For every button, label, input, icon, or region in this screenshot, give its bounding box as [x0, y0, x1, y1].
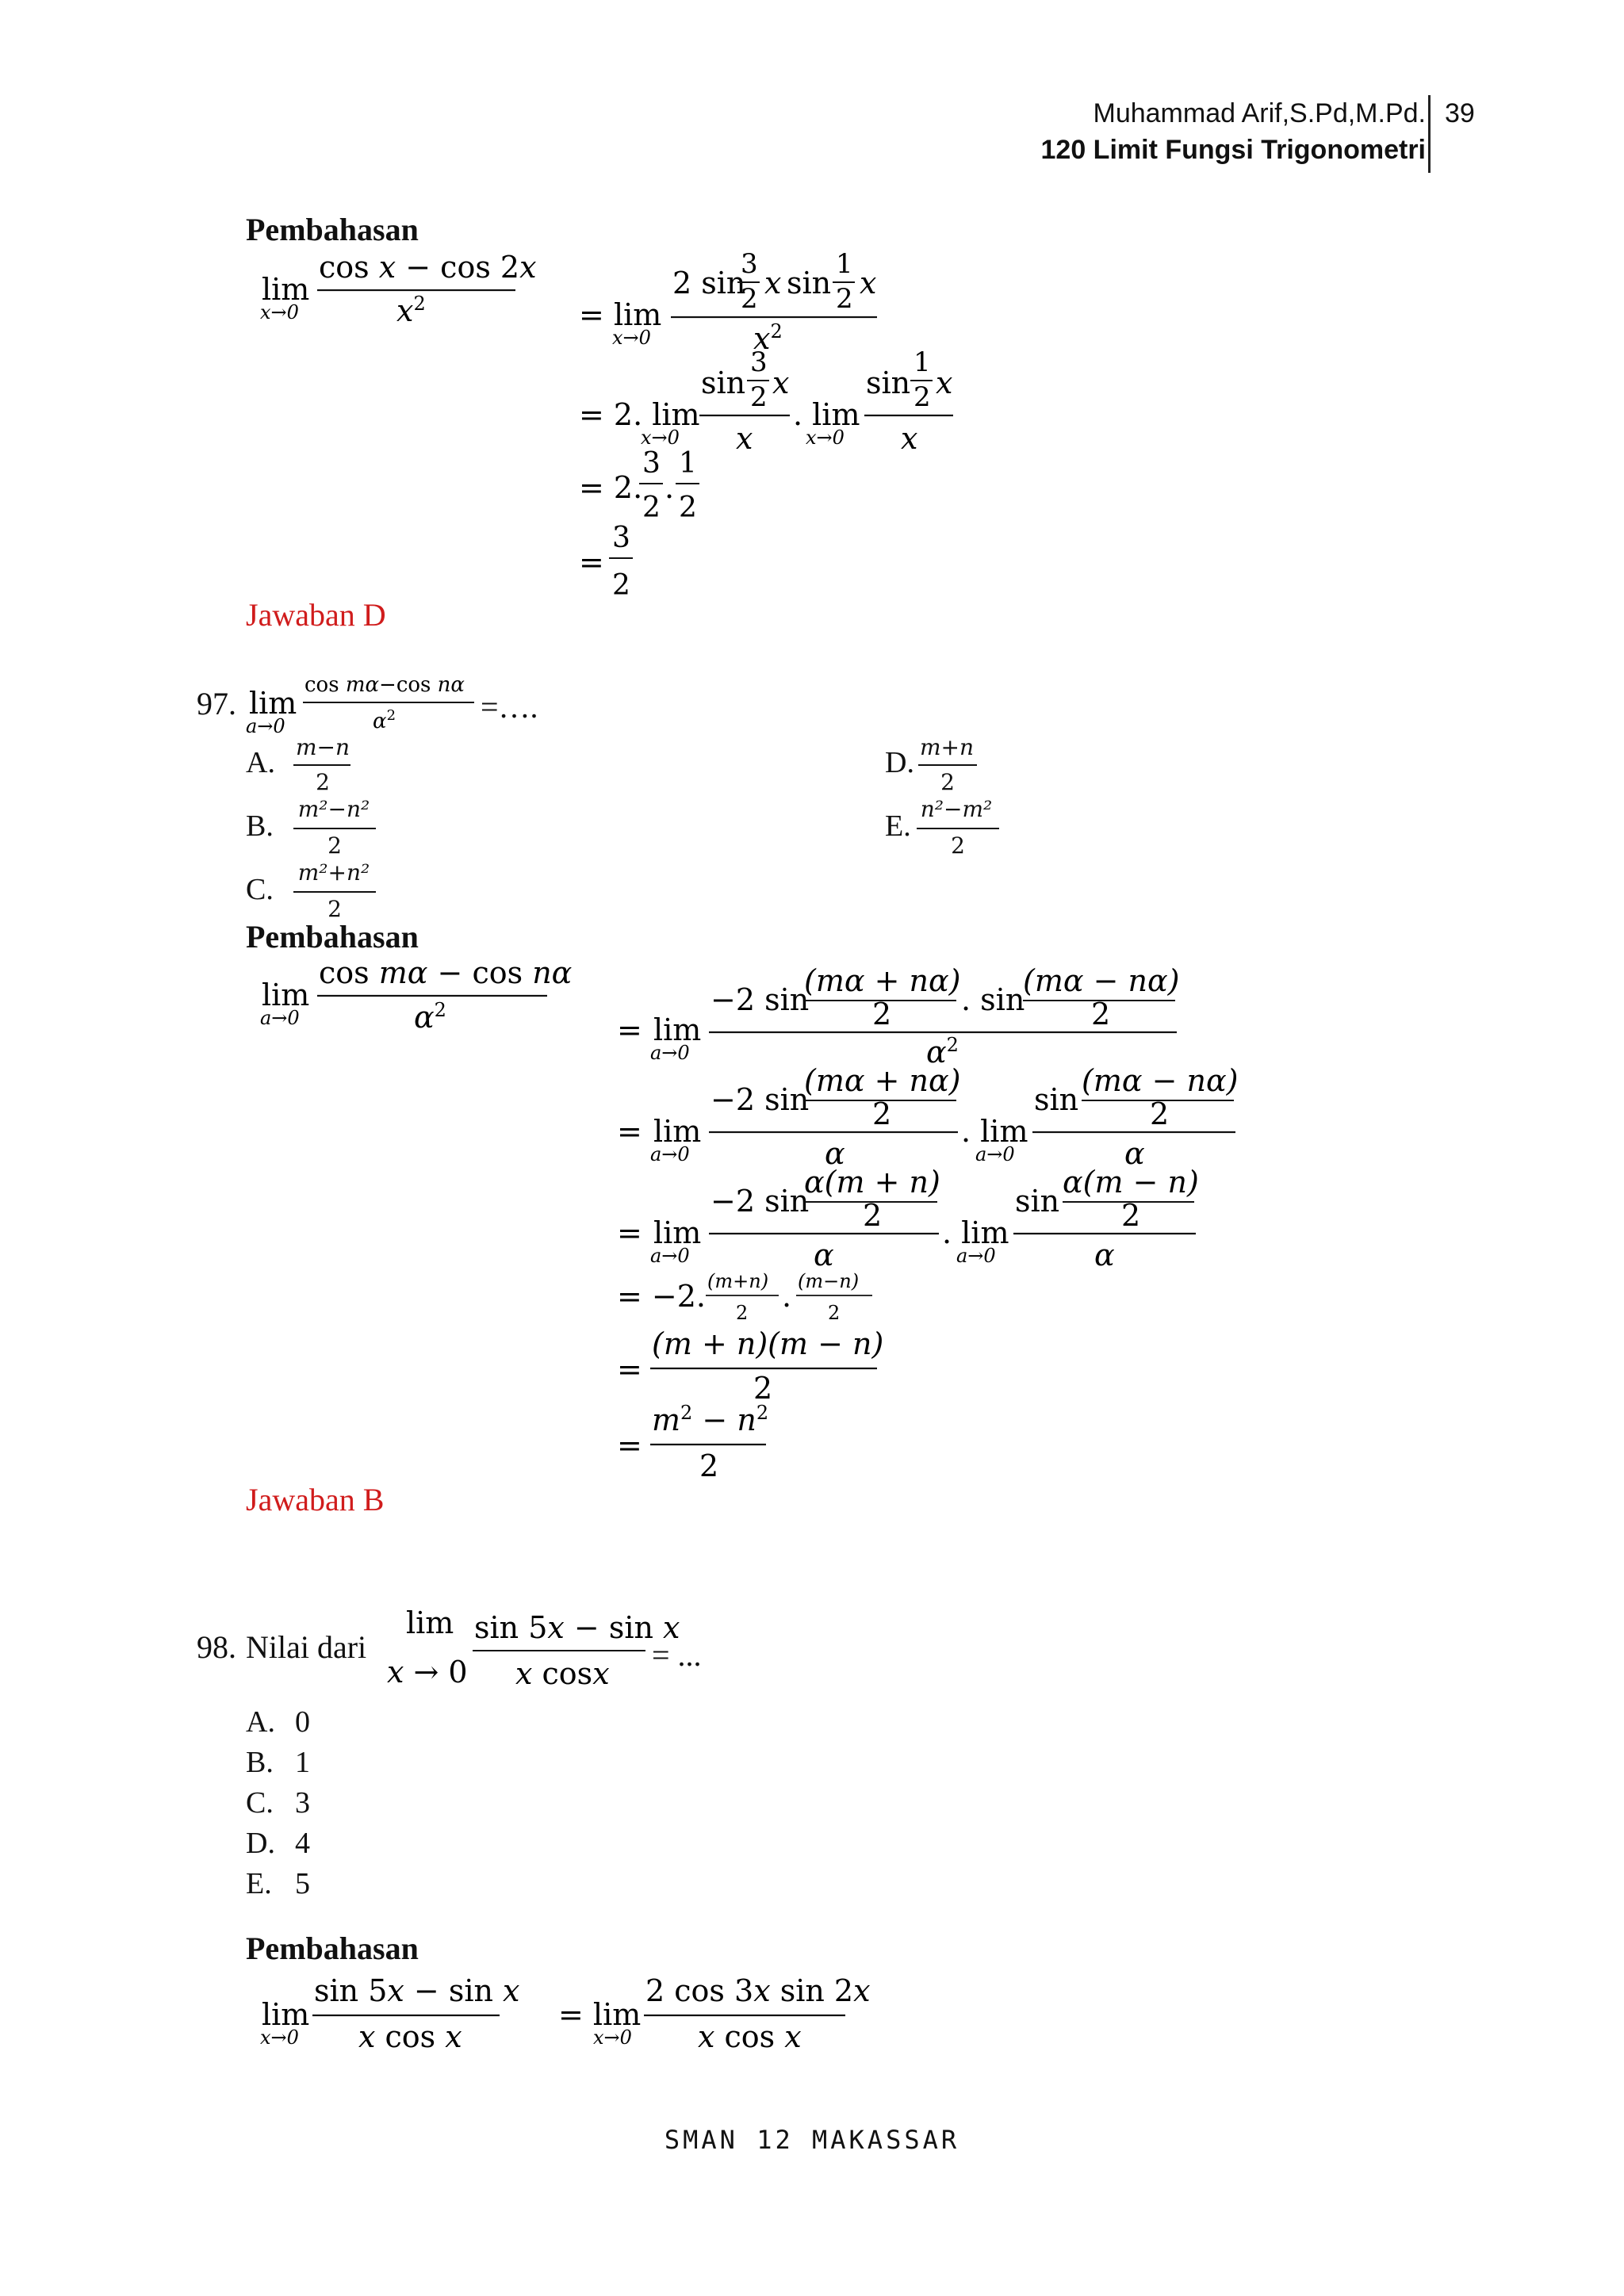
svg-text:2: 2: [836, 283, 853, 315]
svg-text:α2: $\alpha^2$: [926, 1034, 959, 1070]
svg-text:=: =: [579, 297, 604, 332]
svg-text:2: 2: [1121, 1198, 1141, 1233]
q98-option-c-letter: C.: [246, 1786, 274, 1820]
q97-option-d-letter: D.: [885, 746, 914, 779]
svg-text:a→0: a→0: [650, 1042, 690, 1064]
svg-text:(mα − nα): (mα − nα): [1023, 963, 1180, 998]
svg-text:−2 sin: −2 sin: [710, 1082, 810, 1117]
q97-answer: Jawaban B: [246, 1482, 385, 1517]
q98-number: 98.: [197, 1629, 236, 1665]
svg-text:lim: lim: [653, 1114, 702, 1149]
q97-option-b-letter: B.: [246, 809, 274, 843]
svg-text:−2 sin: −2 sin: [710, 1184, 810, 1219]
svg-text:x→0: x→0: [641, 427, 680, 449]
svg-text:α: α: [1094, 1238, 1115, 1272]
q97-number: 97.: [197, 686, 236, 721]
svg-text:a→0: a→0: [650, 1143, 690, 1165]
svg-text:1: 1: [679, 447, 697, 480]
svg-text:α(m − n): α(m − n): [1063, 1165, 1199, 1200]
svg-text:3: 3: [741, 248, 758, 280]
svg-text:1: 1: [914, 346, 931, 378]
svg-text:= lim: = lim: [558, 1997, 642, 2032]
q97-option-d-num: m+n: [919, 734, 975, 760]
svg-text:sin: sin: [787, 266, 832, 300]
svg-text:−2 sin: −2 sin: [710, 982, 810, 1017]
q98-option-b-value: 1: [295, 1746, 310, 1779]
q97-option-c-den: 2: [327, 896, 342, 922]
svg-text:lim: lim: [653, 1012, 702, 1047]
q98-option-d-value: 4: [295, 1827, 310, 1860]
svg-text:m2 − n2: $m^2 - n^2$: [652, 1402, 769, 1437]
svg-text:(m + n)(m − n): (m + n)(m − n): [652, 1326, 884, 1361]
section96-answer: Jawaban D: [246, 597, 386, 633]
svg-text:lim: lim: [249, 686, 297, 721]
svg-text:. lim: . lim: [793, 397, 860, 432]
svg-text:2: 2: [872, 1096, 892, 1131]
svg-text:(mα − nα): (mα − nα): [1082, 1063, 1239, 1098]
svg-text:x2: $x^2$: [396, 293, 426, 328]
svg-text:lim: lim: [262, 1997, 310, 2032]
svg-text:2: 2: [699, 1448, 719, 1483]
q97-option-b-num: m²−n²: [297, 796, 370, 822]
svg-text:a→0: a→0: [246, 715, 285, 737]
q97-option-c-num: m²+n²: [297, 859, 370, 886]
svg-text:3: 3: [642, 447, 661, 480]
header-author: Muhammad Arif,S.Pd,M.Pd.: [1093, 98, 1426, 128]
svg-text:α: α: [1124, 1136, 1145, 1171]
svg-text:= 2.: = 2.: [579, 470, 643, 505]
q97-tail: =….: [481, 689, 538, 725]
svg-text:x2: $x^2$: [753, 320, 783, 356]
svg-text:cos x − cos 2x: cos x − cos 2x: [319, 250, 537, 285]
svg-text:= −2.: = −2.: [617, 1279, 707, 1314]
svg-text:2: 2: [1091, 997, 1111, 1031]
q97-option-d-den: 2: [940, 769, 955, 795]
svg-text:x→0: x→0: [260, 2026, 299, 2049]
svg-text:(mα + nα): (mα + nα): [804, 1063, 961, 1098]
svg-text:2: 2: [753, 1371, 773, 1406]
svg-text:2: 2: [642, 492, 661, 524]
svg-text:2: 2: [736, 1302, 749, 1324]
q97-option-a-num: m−n: [295, 734, 350, 760]
svg-text:cos mα−cos nα: cos mα−cos nα: [304, 673, 465, 697]
svg-text:x: x: [764, 266, 782, 300]
svg-text:cos mα − cos nα: cos mα − cos nα: [319, 955, 573, 990]
svg-text:. lim: . lim: [942, 1215, 1009, 1250]
svg-text:x: x: [772, 365, 790, 400]
header-book-title: 120 Limit Fungsi Trigonometri: [1040, 135, 1426, 165]
svg-text:=: =: [617, 1428, 642, 1463]
svg-text:=: =: [579, 545, 604, 580]
svg-text:α2: $\alpha^2$: [373, 707, 396, 733]
svg-text:lim: lim: [262, 272, 310, 307]
q97-option-a-letter: A.: [246, 746, 275, 779]
q98-option-c-value: 3: [295, 1786, 310, 1820]
q98-heading: Pembahasan: [246, 1931, 419, 1966]
svg-text:a→0: a→0: [956, 1245, 996, 1267]
svg-text:x→0: x→0: [806, 427, 845, 449]
svg-text:2: 2: [863, 1198, 883, 1233]
svg-text:a→0: a→0: [260, 1007, 300, 1029]
q98-tail: = ...: [652, 1637, 702, 1673]
svg-text:=: =: [617, 1114, 642, 1149]
svg-text:x: x: [901, 421, 918, 456]
svg-text:x→0: x→0: [612, 327, 651, 349]
q97-option-a-den: 2: [316, 769, 330, 795]
svg-text:x: x: [736, 421, 753, 456]
q98-option-a-letter: A.: [246, 1705, 275, 1739]
q98-option-e-letter: E.: [246, 1867, 272, 1900]
q98-option-e-value: 5: [295, 1867, 310, 1900]
svg-text:2 sin: 2 sin: [672, 266, 746, 300]
svg-text:=: =: [617, 1352, 642, 1387]
svg-text:x: x: [860, 266, 877, 300]
svg-text:.: .: [665, 470, 675, 505]
svg-text:α: α: [825, 1136, 845, 1171]
svg-text:(mα + nα): (mα + nα): [804, 963, 961, 998]
svg-text:lim: lim: [406, 1605, 454, 1640]
footer-school: SMAN 12 MAKASSAR: [664, 2125, 960, 2155]
svg-text:x cosx: x cosx: [515, 1656, 610, 1691]
svg-text:sin 5x − sin x: sin 5x − sin x: [474, 1610, 680, 1645]
svg-text:2: 2: [750, 381, 768, 413]
svg-text:2: 2: [828, 1302, 841, 1324]
svg-text:2: 2: [914, 381, 931, 413]
q98-option-b-letter: B.: [246, 1746, 274, 1779]
svg-text:3: 3: [612, 522, 630, 554]
page-number: 39: [1445, 98, 1475, 128]
q97-option-e-den: 2: [951, 832, 965, 859]
svg-text:x→0: x→0: [260, 301, 299, 323]
svg-text:.: .: [782, 1279, 792, 1314]
svg-text:sin: sin: [701, 365, 746, 400]
svg-text:= 2. lim: = 2. lim: [579, 397, 700, 432]
svg-text:=: =: [617, 1215, 642, 1250]
svg-text:. sin: . sin: [961, 982, 1025, 1017]
svg-text:x→0: x→0: [593, 2026, 632, 2049]
svg-text:x: x: [936, 365, 953, 400]
svg-text:2: 2: [741, 283, 758, 315]
q97-heading: Pembahasan: [246, 919, 419, 955]
svg-text:α: α: [814, 1238, 834, 1272]
svg-text:x cos x: x cos x: [698, 2019, 802, 2054]
svg-text:lim: lim: [262, 978, 310, 1012]
svg-text:a→0: a→0: [975, 1143, 1015, 1165]
svg-text:2: 2: [679, 492, 697, 524]
svg-text:(m+n): (m+n): [707, 1270, 769, 1292]
svg-text:sin 5x − sin x: sin 5x − sin x: [314, 1973, 520, 2008]
svg-text:x → 0: x → 0: [387, 1655, 468, 1689]
svg-text:α2: $\alpha^2$: [414, 999, 446, 1035]
svg-text:(m−n): (m−n): [798, 1270, 860, 1292]
svg-text:2: 2: [612, 569, 630, 602]
svg-text:lim: lim: [653, 1215, 702, 1250]
svg-text:x cos x: x cos x: [358, 2019, 462, 2054]
svg-text:a→0: a→0: [650, 1245, 690, 1267]
section96-heading: Pembahasan: [246, 212, 419, 247]
svg-text:sin: sin: [866, 365, 911, 400]
svg-text:. lim: . lim: [961, 1114, 1028, 1149]
svg-text:lim: lim: [614, 297, 662, 332]
q97-option-b-den: 2: [327, 832, 342, 859]
svg-text:sin: sin: [1015, 1184, 1060, 1219]
q97-option-e-num: n²−m²: [920, 796, 993, 822]
q98-option-d-letter: D.: [246, 1827, 275, 1860]
svg-text:sin: sin: [1034, 1082, 1079, 1117]
svg-text:2: 2: [1150, 1096, 1170, 1131]
svg-text:2 cos 3x sin 2x: 2 cos 3x sin 2x: [645, 1973, 871, 2008]
q97-option-c-letter: C.: [246, 873, 274, 906]
q98-prompt: Nilai dari: [246, 1629, 367, 1665]
svg-text:1: 1: [836, 248, 853, 280]
svg-text:3: 3: [750, 346, 768, 378]
svg-text:α(m + n): α(m + n): [804, 1165, 940, 1200]
svg-text:=: =: [617, 1012, 642, 1047]
q97-option-e-letter: E.: [885, 809, 911, 843]
q98-option-a-value: 0: [295, 1705, 310, 1739]
svg-text:2: 2: [872, 997, 892, 1031]
